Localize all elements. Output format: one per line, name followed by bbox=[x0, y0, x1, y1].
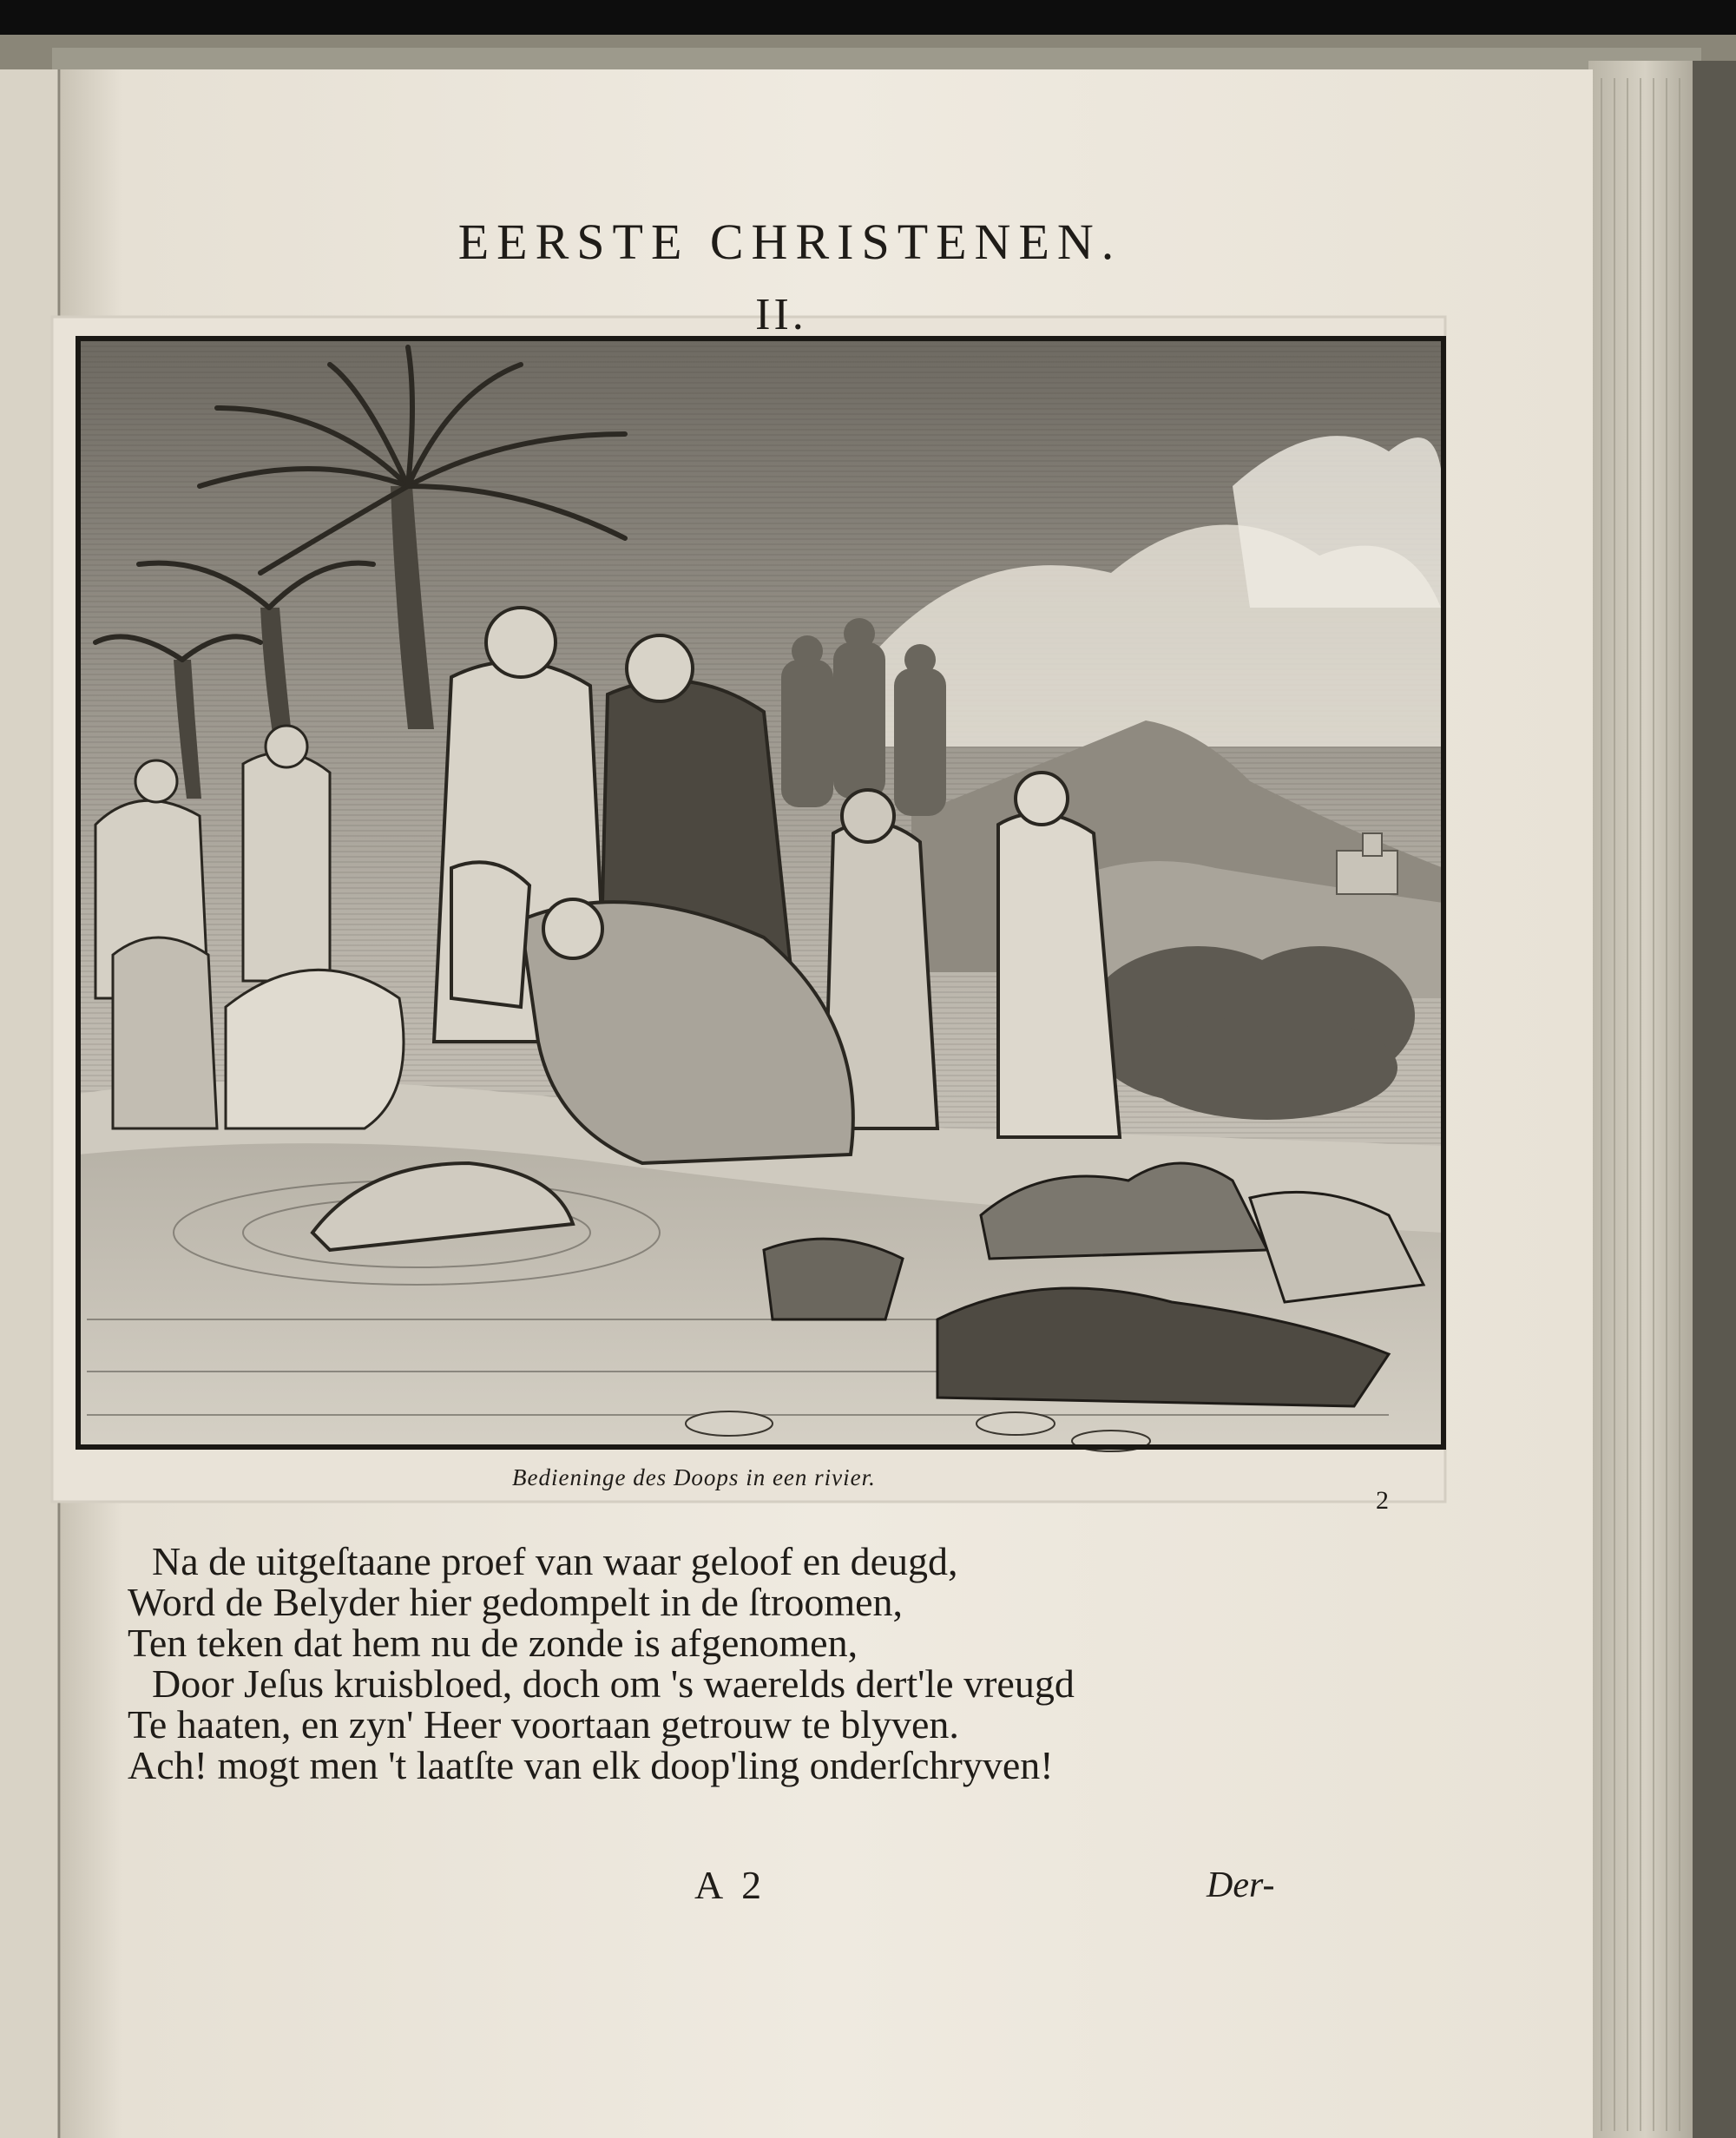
signature-mark: A 2 bbox=[694, 1863, 767, 1907]
poem-line: Door Jeſus kruisbloed, doch om 's waerelds dert'le vreugd bbox=[152, 1661, 1075, 1706]
poem-line: Te haaten, en zyn' Heer voortaan getrouw te blyven. bbox=[128, 1702, 959, 1747]
poem-line: Ten teken dat hem nu de zonde is afgenomen, bbox=[128, 1621, 858, 1665]
plate-caption: Bedieninge des Doops in een rivier. bbox=[512, 1464, 876, 1490]
poem bbox=[128, 1539, 1075, 1787]
poem-line: Ach! mogt men 't laatſte van elk doop'ling onderſchryven! bbox=[128, 1743, 1054, 1787]
plate-number: 2 bbox=[1376, 1486, 1389, 1515]
poem-line: Word de Belyder hier gedompelt in de ſtroomen, bbox=[128, 1580, 904, 1624]
catchword: Der- bbox=[1207, 1865, 1275, 1905]
engraving-baptism-in-river bbox=[78, 339, 1443, 1451]
page-edges bbox=[1588, 61, 1701, 2138]
section-number: II. bbox=[755, 290, 807, 339]
poem-line: Na de uitgeſtaane proef van waar geloof en deugd, bbox=[152, 1539, 958, 1583]
running-head: EERSTE CHRISTENEN. bbox=[457, 214, 1122, 270]
